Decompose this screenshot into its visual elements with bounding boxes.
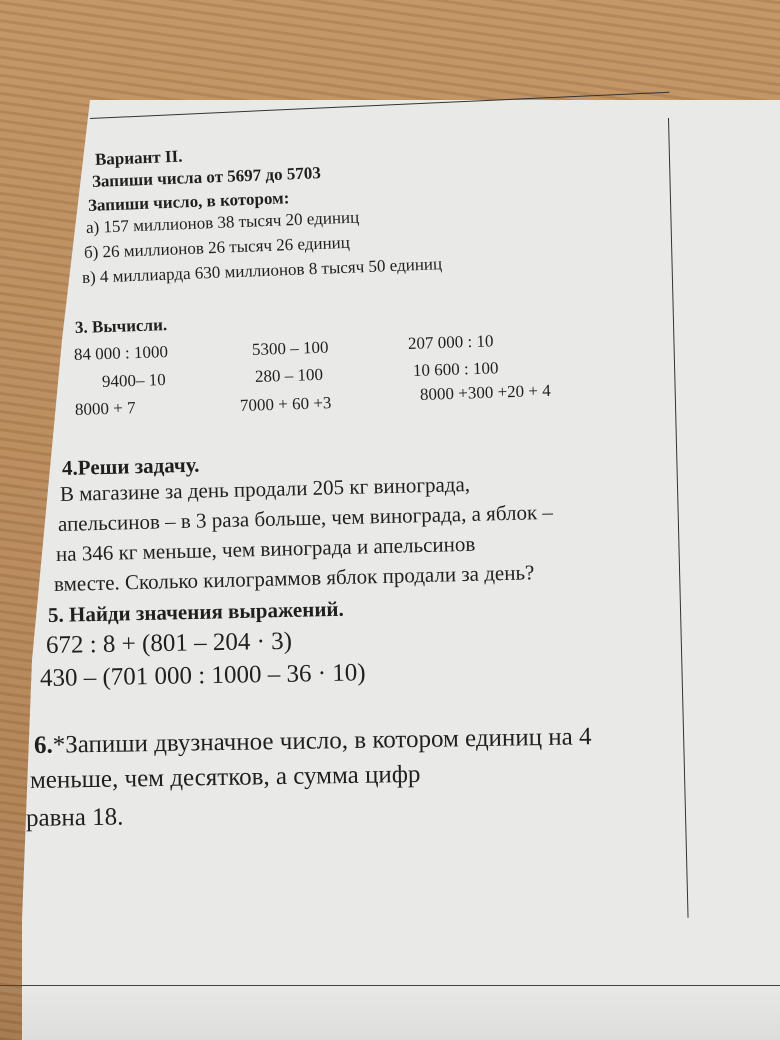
task2-item-a: а) 157 миллионов 38 тысяч 20 единиц xyxy=(85,207,360,237)
task3-expr-r3c1: 8000 + 7 xyxy=(74,398,136,419)
task3-expr-r2c3: 10 600 : 100 xyxy=(412,358,499,380)
task2-title: Запиши число, в котором: xyxy=(87,188,290,215)
task4-line-1: В магазине за день продали 205 кг винограда, xyxy=(59,471,471,506)
task1-text: Запиши числа от 5697 до 5703 xyxy=(91,163,322,191)
task3-expr-r1c3: 207 000 : 10 xyxy=(407,331,494,353)
task2-item-b: б) 26 миллионов 26 тысяч 26 единиц xyxy=(83,232,351,262)
task6-label: 6. xyxy=(33,731,53,759)
task6-line-2: меньше, чем десятков, а сумма цифр xyxy=(29,760,421,794)
task5-expr-1: 672 : 8 + (801 – 204 · 3) xyxy=(45,627,293,659)
task3-title: 3. Вычисли. xyxy=(74,315,168,337)
task4-line-2: апельсинов – в 3 раза больше, чем винограда, а яблок – xyxy=(57,499,554,536)
task3-expr-r1c1: 84 000 : 1000 xyxy=(73,342,169,364)
task4-title: 4.Реши задачу. xyxy=(61,452,200,480)
task4-line-4: вместе. Сколько килограммов яблок продали за день? xyxy=(53,560,535,596)
task3-expr-r3c2: 7000 + 60 +3 xyxy=(239,393,332,415)
task6-line-1: *Запиши двузначное число, в котором единиц на 4 xyxy=(52,723,592,759)
table-shadow xyxy=(0,980,780,1040)
task3-expr-r1c2: 5300 – 100 xyxy=(251,337,329,359)
task6-line-3: равна 18. xyxy=(25,803,124,832)
task5-title: 5. Найди значения выражений. xyxy=(47,596,345,627)
task5-expr-2: 430 – (701 000 : 1000 – 36 · 10) xyxy=(39,659,366,692)
task2-item-c: в) 4 миллиарда 630 миллионов 8 тысяч 50 единиц xyxy=(81,254,443,287)
task3-expr-r2c2: 280 – 100 xyxy=(254,364,324,386)
task4-line-3: на 346 кг меньше, чем винограда и апельсинов xyxy=(55,531,476,566)
task3-expr-r3c3: 8000 +300 +20 + 4 xyxy=(419,380,551,404)
variant-title: Вариант II. xyxy=(94,146,183,169)
task3-expr-r2c1: 9400– 10 xyxy=(101,370,167,391)
